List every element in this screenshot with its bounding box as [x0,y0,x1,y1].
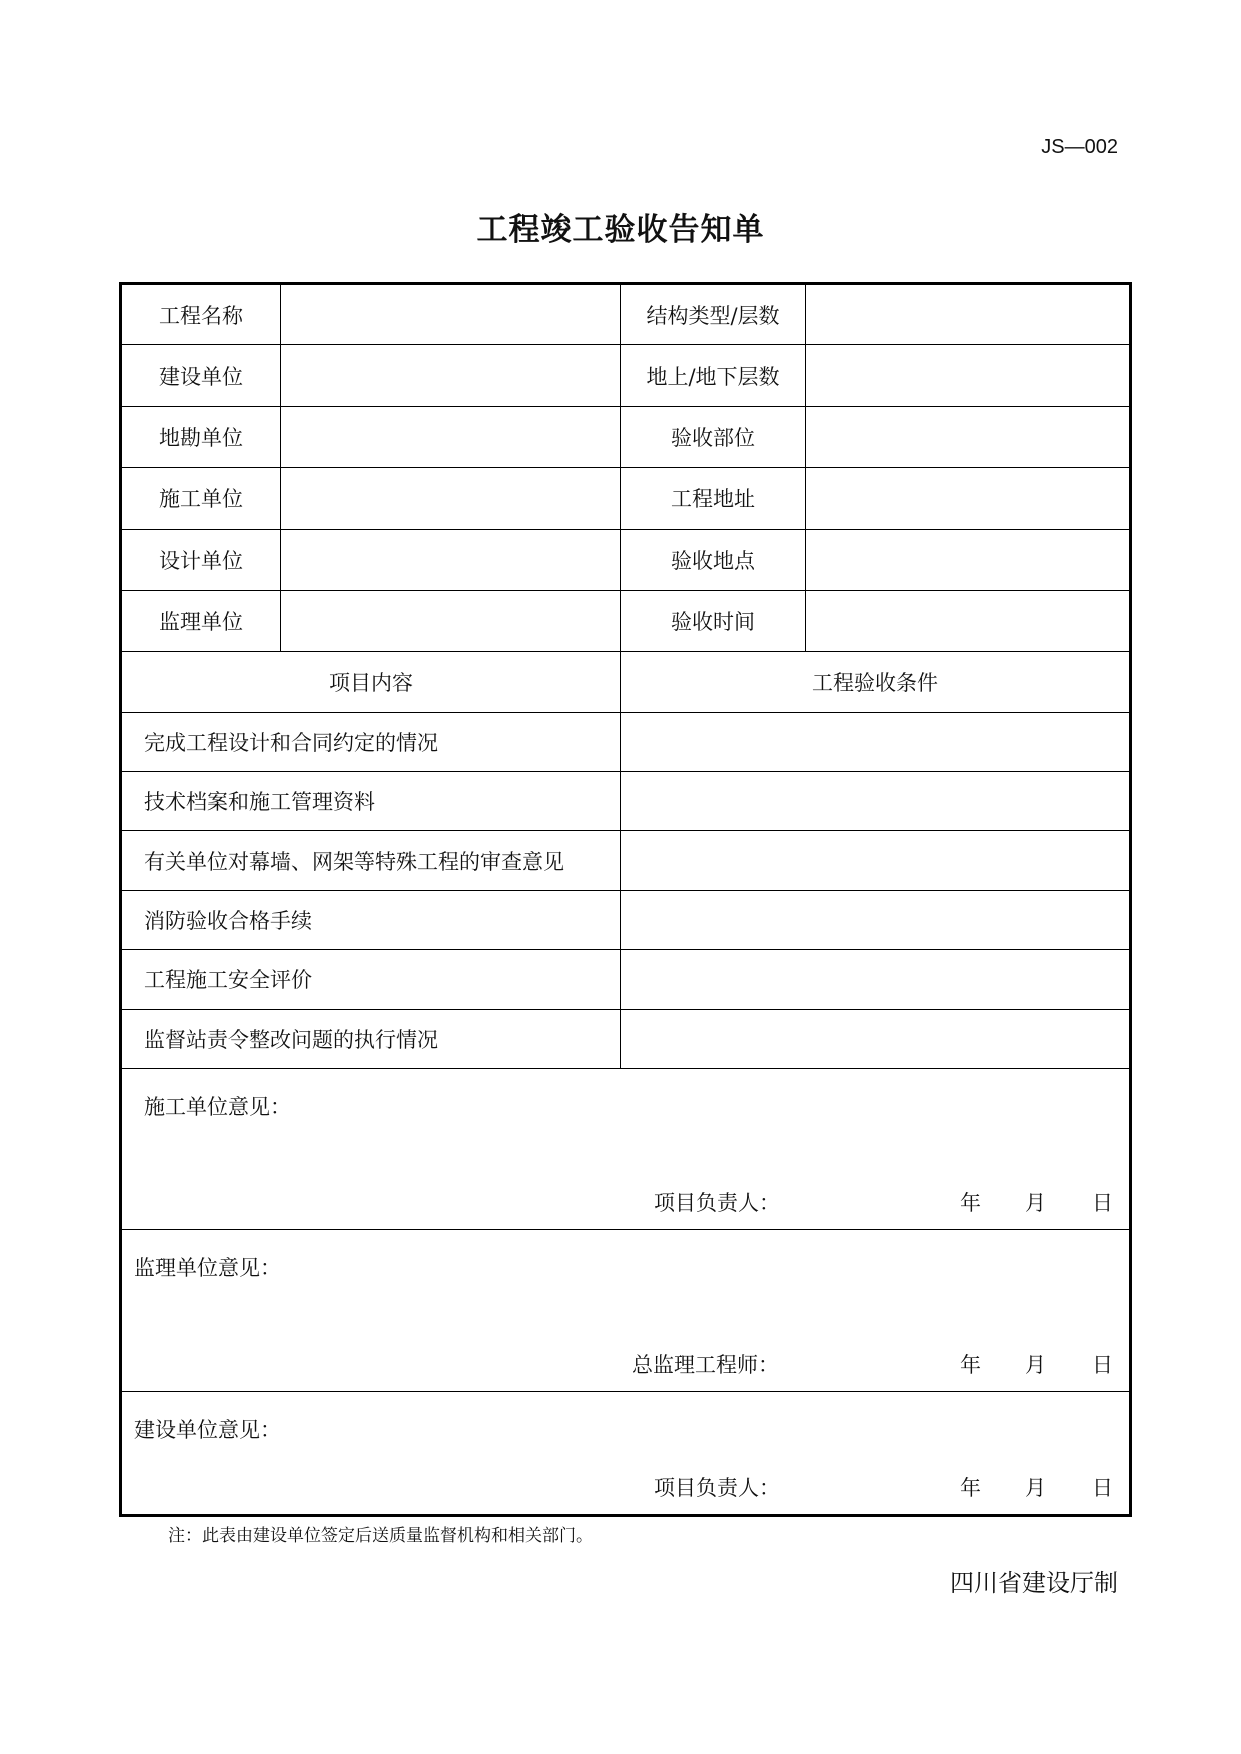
item-condition-field[interactable] [621,890,1131,949]
item-condition-field[interactable] [621,1009,1131,1068]
item-content: 监督站责令整改问题的执行情况 [121,1009,621,1068]
info-row [121,468,1131,529]
form-code: JS—002 [1041,136,1118,158]
opinion-label: 监理单位意见： [134,1256,281,1281]
date-year: 年 [960,1476,981,1500]
date-day: 日 [1092,1191,1113,1216]
construction-opinion-box[interactable] [121,1068,1131,1229]
items-header-row [121,652,1131,712]
opinion-label: 建设单位意见： [134,1418,281,1443]
info-label: 设计单位 [121,529,281,590]
item-content: 完成工程设计和合同约定的情况 [121,712,621,771]
info-value-field[interactable] [281,529,621,590]
info-label: 监理单位 [121,590,281,651]
items-header-content: 项目内容 [121,652,621,712]
date-day: 日 [1092,1476,1113,1500]
item-row [121,890,1131,949]
opinion-row [121,1392,1131,1516]
issuer-label: 四川省建设厅制 [950,1569,1118,1597]
item-content: 技术档案和施工管理资料 [121,772,621,831]
info-value-field[interactable] [806,529,1131,590]
info-label: 施工单位 [121,468,281,529]
info-label: 地勘单位 [121,406,281,467]
item-row [121,950,1131,1009]
info-value-field[interactable] [281,468,621,529]
item-content: 消防验收合格手续 [121,890,621,949]
info-value-field[interactable] [806,468,1131,529]
info-row [121,406,1131,467]
info-value-field[interactable] [281,284,621,345]
info-label: 结构类型/层数 [621,284,806,345]
opinion-row [121,1068,1131,1229]
signer-label: 项目负责人： [654,1476,780,1500]
date-month: 月 [1025,1476,1046,1500]
supervision-opinion-box[interactable] [121,1230,1131,1392]
item-row [121,831,1131,890]
footnote: 注：此表由建设单位签定后送质量监督机构和相关部门。 [168,1526,593,1546]
info-row [121,590,1131,651]
info-label: 验收地点 [621,529,806,590]
opinion-row [121,1230,1131,1392]
info-value-field[interactable] [281,406,621,467]
date-day: 日 [1092,1353,1113,1378]
item-content: 有关单位对幕墙、网架等特殊工程的审查意见 [121,831,621,890]
date-month: 月 [1025,1353,1046,1378]
signer-label: 项目负责人： [654,1191,780,1216]
info-label: 工程地址 [621,468,806,529]
date-month: 月 [1025,1191,1046,1216]
info-label: 建设单位 [121,345,281,406]
signer-label: 总监理工程师： [632,1353,779,1378]
info-label: 验收部位 [621,406,806,467]
items-header-condition: 工程验收条件 [621,652,1131,712]
item-row [121,712,1131,771]
opinion-label: 施工单位意见： [144,1094,291,1119]
info-value-field[interactable] [806,406,1131,467]
item-condition-field[interactable] [621,772,1131,831]
info-value-field[interactable] [281,345,621,406]
item-row [121,1009,1131,1068]
owner-opinion-box[interactable] [121,1392,1131,1516]
date-year: 年 [960,1191,981,1216]
item-content: 工程施工安全评价 [121,950,621,1009]
notice-form [119,282,1132,1517]
info-label: 工程名称 [121,284,281,345]
page-title: 工程竣工验收告知单 [476,212,765,248]
info-value-field[interactable] [281,590,621,651]
item-condition-field[interactable] [621,831,1131,890]
info-value-field[interactable] [806,590,1131,651]
date-year: 年 [960,1353,981,1378]
item-condition-field[interactable] [621,950,1131,1009]
info-label: 验收时间 [621,590,806,651]
info-row [121,284,1131,345]
info-row [121,529,1131,590]
info-value-field[interactable] [806,345,1131,406]
info-row [121,345,1131,406]
info-label: 地上/地下层数 [621,345,806,406]
item-row [121,772,1131,831]
item-condition-field[interactable] [621,712,1131,771]
info-value-field[interactable] [806,284,1131,345]
